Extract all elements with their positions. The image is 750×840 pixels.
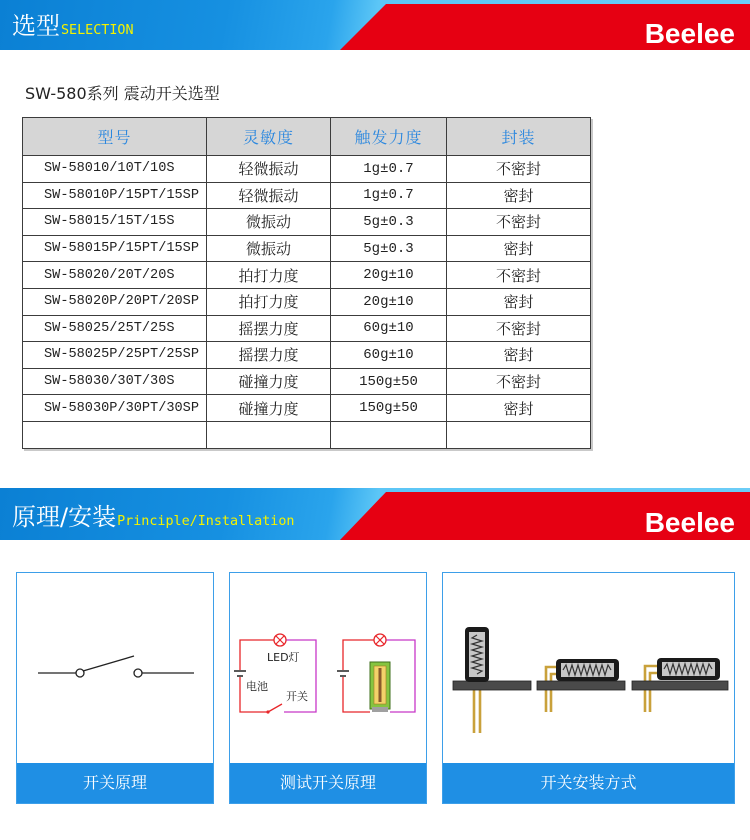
principle-banner: [0, 488, 750, 540]
cell-trigger-force: 20g±10: [331, 288, 447, 315]
cell-package: 密封: [447, 288, 591, 315]
cell-model: SW-58015/15T/15S: [23, 209, 207, 236]
cell-package: 密封: [447, 395, 591, 422]
card-switch-principle: [16, 572, 214, 804]
switch-contact-right: [134, 669, 142, 677]
cell-trigger-force: 150g±50: [331, 395, 447, 422]
cell-sensitivity: 摇摆力度: [207, 342, 331, 369]
mount-vertical: [453, 627, 531, 733]
test-circuit-diagram: [230, 573, 426, 763]
table-row: [23, 262, 591, 289]
installation-diagram: [443, 573, 734, 763]
table-row: [23, 368, 591, 395]
header-trigger-force: 触发力度: [331, 118, 447, 156]
switch-blade: [268, 704, 282, 712]
switch-label: 开关: [286, 690, 308, 703]
cell-package: 密封: [447, 182, 591, 209]
cell-sensitivity: 微振动: [207, 209, 331, 236]
table-cell-empty: [207, 421, 331, 448]
table-cell-empty: [447, 421, 591, 448]
selection-banner: [0, 0, 750, 50]
banner-title: [12, 11, 134, 41]
cell-sensitivity: 拍打力度: [207, 262, 331, 289]
table-row: [23, 182, 591, 209]
product-series-heading: SW-580系列 震动开关选型: [25, 84, 220, 103]
table-cell-empty: [23, 421, 207, 448]
pcb-board: [453, 681, 531, 690]
cell-sensitivity: 拍打力度: [207, 288, 331, 315]
switch-contact-left: [76, 669, 84, 677]
switch-lever: [83, 656, 134, 671]
cell-sensitivity: 碰撞力度: [207, 368, 331, 395]
table-header-row: [23, 118, 591, 156]
cell-model: SW-58025/25T/25S: [23, 315, 207, 342]
banner-title-cn: 选型: [12, 12, 60, 40]
vibration-switch-base: [372, 707, 388, 712]
banner-title-en: SELECTION: [61, 23, 134, 38]
wire-red: [343, 677, 370, 712]
cell-trigger-force: 5g±0.3: [331, 209, 447, 236]
pcb-board: [632, 681, 728, 690]
test-circuit-basic: [234, 634, 316, 714]
table-row: [23, 235, 591, 262]
cell-model: SW-58030P/30PT/30SP: [23, 395, 207, 422]
cell-model: SW-58025P/25PT/25SP: [23, 342, 207, 369]
brand-logo: Beelee: [644, 507, 735, 538]
mount-horizontal-bent: [537, 659, 625, 712]
header-model: 型号: [23, 118, 207, 156]
brand-logo: Beelee: [644, 18, 735, 49]
cell-trigger-force: 1g±0.7: [331, 156, 447, 183]
card-test-principle: [229, 572, 427, 804]
cell-trigger-force: 60g±10: [331, 315, 447, 342]
banner-title-en: Principle/Installation: [117, 514, 295, 529]
cell-sensitivity: 轻微振动: [207, 156, 331, 183]
cell-model: SW-58020/20T/20S: [23, 262, 207, 289]
cell-package: 不密封: [447, 209, 591, 236]
table-row: [23, 342, 591, 369]
table-row: [23, 395, 591, 422]
cell-model: SW-58030/30T/30S: [23, 368, 207, 395]
cell-model: SW-58015P/15PT/15SP: [23, 235, 207, 262]
switch-principle-diagram: [17, 573, 213, 763]
lead: [551, 674, 556, 712]
table-row: [23, 315, 591, 342]
led-icon: [274, 634, 286, 646]
led-label: LED灯: [267, 651, 300, 664]
wire-red: [343, 640, 374, 670]
vibration-switch-icon: [370, 662, 390, 712]
cell-sensitivity: 微振动: [207, 235, 331, 262]
table-row: [23, 288, 591, 315]
cell-package: 密封: [447, 342, 591, 369]
table-row: [23, 156, 591, 183]
cell-sensitivity: 摇摆力度: [207, 315, 331, 342]
cell-trigger-force: 20g±10: [331, 262, 447, 289]
battery-icon: [337, 671, 349, 676]
cell-trigger-force: 60g±10: [331, 342, 447, 369]
cell-sensitivity: 轻微振动: [207, 182, 331, 209]
battery-icon: [234, 671, 246, 676]
card-caption: 开关原理: [17, 763, 213, 803]
pcb-board: [537, 681, 625, 690]
switch-icon: [266, 704, 282, 714]
card-caption: 开关安装方式: [443, 763, 734, 803]
vibration-switch-spring: [379, 668, 382, 702]
header-package: 封装: [447, 118, 591, 156]
card-installation: [442, 572, 735, 804]
cell-model: SW-58020P/20PT/20SP: [23, 288, 207, 315]
table-row-empty: [23, 421, 591, 448]
battery-label: 电池: [246, 680, 268, 693]
header-sensitivity: 灵敏度: [207, 118, 331, 156]
cell-package: 不密封: [447, 368, 591, 395]
card-caption: 测试开关原理: [230, 763, 426, 803]
banner-title-cn: 原理/安装: [12, 503, 117, 531]
spec-table: [22, 117, 591, 449]
table-row: [23, 209, 591, 236]
table-cell-empty: [331, 421, 447, 448]
banner-title: [12, 502, 294, 532]
cell-package: 不密封: [447, 262, 591, 289]
test-circuit-vibration-switch: [337, 634, 415, 712]
led-icon: [374, 634, 386, 646]
cell-trigger-force: 150g±50: [331, 368, 447, 395]
cell-model: SW-58010/10T/10S: [23, 156, 207, 183]
cell-package: 不密封: [447, 315, 591, 342]
cell-trigger-force: 5g±0.3: [331, 235, 447, 262]
cell-sensitivity: 碰撞力度: [207, 395, 331, 422]
cell-model: SW-58010P/15PT/15SP: [23, 182, 207, 209]
mount-horizontal-raised: [632, 658, 728, 712]
cell-package: 密封: [447, 235, 591, 262]
lead: [650, 673, 657, 712]
cell-package: 不密封: [447, 156, 591, 183]
cell-trigger-force: 1g±0.7: [331, 182, 447, 209]
